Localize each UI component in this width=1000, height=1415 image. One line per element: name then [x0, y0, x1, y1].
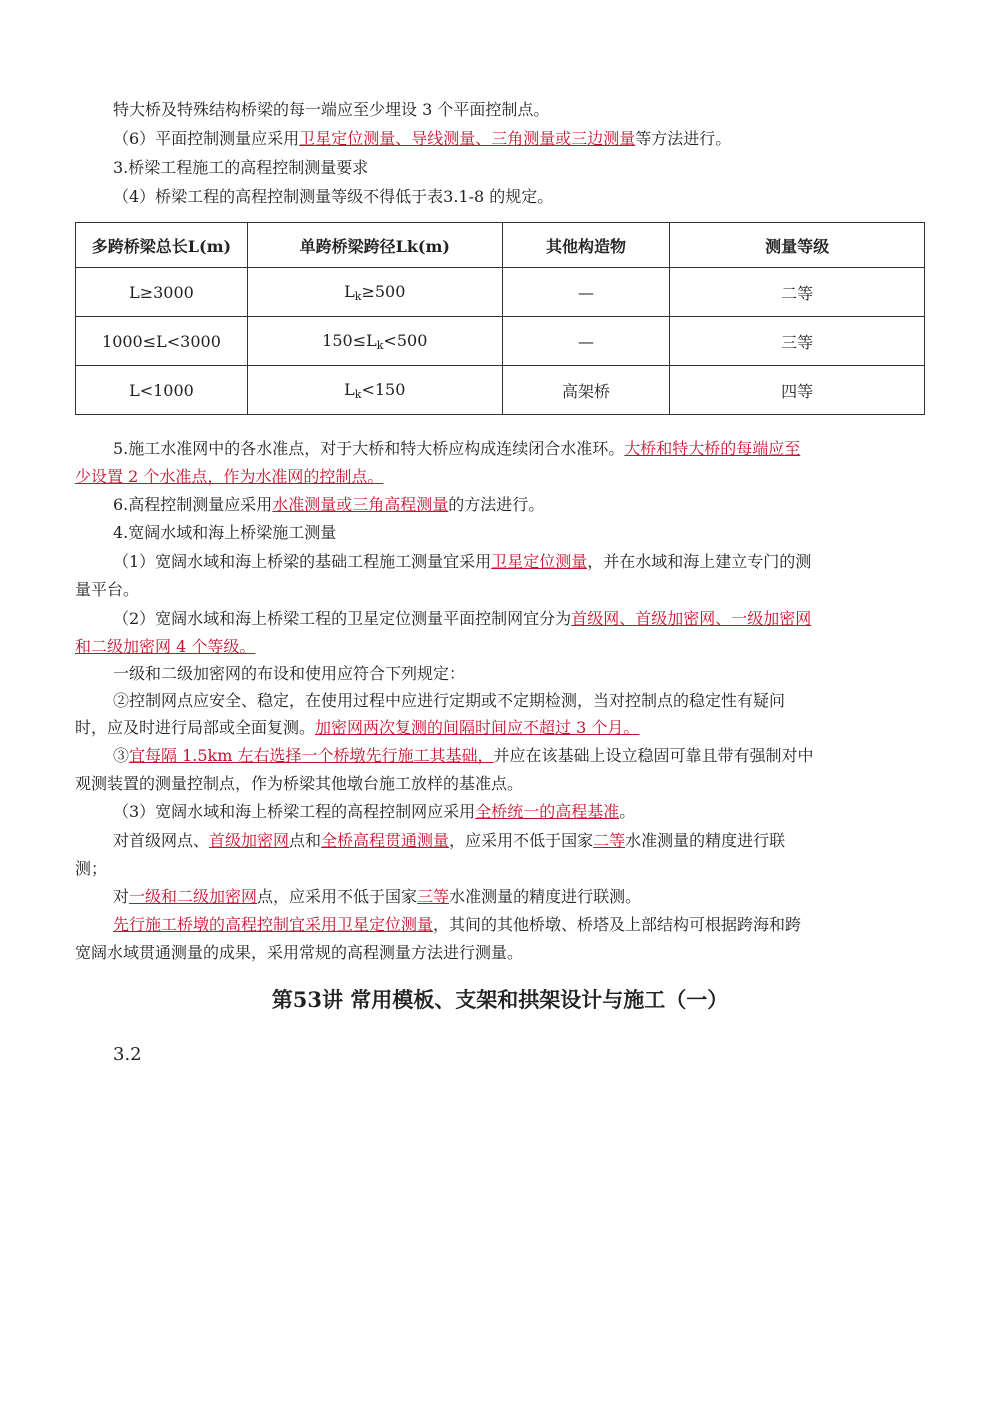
table-cell: 1000≤L<3000: [76, 317, 248, 366]
paragraph-cont: [75, 858, 107, 880]
text: 点，应采用不低于国家: [257, 887, 418, 906]
paragraph: [113, 914, 801, 936]
text: （1）宽阔水域和海上桥梁的基础工程施工测量宜采用: [113, 552, 492, 571]
paragraph: [113, 99, 549, 121]
highlight-text: 水准测量或三角高程测量: [272, 495, 449, 514]
text: ②控制网点应安全、稳定，在使用过程中应进行定期或不定期检测，当对控制点的稳定性有疑问: [113, 691, 786, 710]
table-cell: $150\le L_k<500$: [247, 317, 502, 366]
paragraph: [113, 608, 811, 630]
table-cell: 高架桥: [502, 366, 670, 415]
text: 时，应及时进行局部或全面复测。: [75, 718, 316, 737]
highlight-text: 首级网、首级加密网、一级加密网: [571, 609, 812, 628]
header-cell: 测量等级: [670, 223, 925, 268]
table-cell: 三等: [670, 317, 925, 366]
highlight-text: 卫星定位测量: [491, 552, 588, 571]
highlight-text: 先行施工桥墩的高程控制宜采用卫星定位测量: [113, 915, 434, 934]
subsection-title: [113, 522, 336, 544]
text: 对: [113, 887, 130, 906]
table-cell: $L_k\ge 500$: [247, 268, 502, 317]
table-row: [76, 268, 925, 317]
paragraph: [113, 801, 635, 823]
text: 的方法进行。: [448, 495, 545, 514]
text: ③: [113, 746, 130, 765]
paragraph: [113, 663, 465, 685]
text: ，应采用不低于国家: [449, 831, 594, 850]
table-cell: $L_k<150$: [247, 366, 502, 415]
highlight-text: 大桥和特大桥的每端应至: [624, 439, 801, 458]
paragraph: [113, 494, 544, 516]
text: 水准测量的精度进行联: [625, 831, 786, 850]
highlight-text: 宜每隔 1.5km 左右选择一个桥墩先行施工其基础，: [129, 746, 494, 765]
paragraph-cont: [75, 636, 255, 658]
text: 3.桥梁工程施工的高程控制测量要求: [113, 158, 369, 177]
paragraph: [113, 438, 800, 460]
table-cell: —: [502, 268, 670, 317]
highlight-text: 首级加密网: [209, 831, 290, 850]
highlight-text: 二等: [593, 831, 626, 850]
table-row: [76, 366, 925, 415]
survey-grade-table: [75, 222, 925, 415]
text: 。: [619, 802, 636, 821]
paragraph: [113, 745, 814, 767]
text: 5.施工水准网中的各水准点，对于大桥和特大桥应构成连续闭合水准环。: [113, 439, 625, 458]
table-cell: —: [502, 317, 670, 366]
subsection-title: [113, 157, 368, 179]
text: 对首级网点、: [113, 831, 210, 850]
header-cell: 单跨桥梁跨径Lk(m): [247, 223, 502, 268]
highlight-text: 和二级加密网 4 个等级。: [75, 637, 256, 656]
table-header-row: [76, 223, 925, 268]
text: 测；: [75, 859, 108, 878]
highlight-text: 全桥高程贯通测量: [321, 831, 450, 850]
text: 观测装置的测量控制点，作为桥梁其他墩台施工放样的基准点。: [75, 774, 524, 793]
table-cell: L≥3000: [76, 268, 248, 317]
text: 量平台。: [75, 580, 140, 599]
text: （2）宽阔水域和海上桥梁工程的卫星定位测量平面控制网宜分为: [113, 609, 572, 628]
text: 点和: [289, 831, 322, 850]
paragraph: [113, 128, 731, 150]
highlight-text: 少设置 2 个水准点，作为水准网的控制点。: [75, 467, 384, 486]
text: 等方法进行。: [635, 129, 732, 148]
text: （4）桥梁工程的高程控制测量等级不得低于表3.1-8 的规定。: [113, 187, 554, 206]
highlight-text: 三等: [417, 887, 450, 906]
paragraph: [113, 186, 553, 208]
paragraph-cont: [75, 942, 523, 964]
paragraph-cont: [75, 579, 139, 601]
text: ，并在水域和海上建立专门的测: [587, 552, 812, 571]
paragraph: [113, 830, 785, 852]
header-cell: 多跨桥梁总长L(m): [76, 223, 248, 268]
paragraph: [113, 690, 785, 712]
section-number: 3.2: [113, 1044, 142, 1065]
lecture-heading: 第53讲 常用模板、支架和拱架设计与施工（一）: [271, 987, 729, 1012]
text: 4.宽阔水域和海上桥梁施工测量: [113, 523, 337, 542]
paragraph: [113, 886, 641, 908]
highlight-text: 全桥统一的高程基准: [475, 802, 620, 821]
paragraph-cont: [75, 466, 383, 488]
table-cell: 四等: [670, 366, 925, 415]
text: （3）宽阔水域和海上桥梁工程的高程控制网应采用: [113, 802, 476, 821]
table-cell: L<1000: [76, 366, 248, 415]
highlight-text: 一级和二级加密网: [129, 887, 258, 906]
text: 特大桥及特殊结构桥梁的每一端应至少埋设 3 个平面控制点。: [113, 100, 550, 119]
text: 宽阔水域贯通测量的成果，采用常规的高程测量方法进行测量。: [75, 943, 524, 962]
text: 水准测量的精度进行联测。: [449, 887, 642, 906]
table-cell: 二等: [670, 268, 925, 317]
table-row: [76, 317, 925, 366]
text: （6）平面控制测量应采用: [113, 129, 300, 148]
paragraph-cont: [75, 717, 639, 739]
text: 一级和二级加密网的布设和使用应符合下列规定：: [113, 664, 466, 683]
highlight-text: 卫星定位测量、导线测量、三角测量或三边测量: [299, 129, 636, 148]
paragraph: [113, 551, 811, 573]
highlight-text: 加密网两次复测的间隔时间应不超过 3 个月。: [315, 718, 640, 737]
text: 并应在该基础上设立稳固可靠且带有强制对中: [493, 746, 814, 765]
text: ，其间的其他桥墩、桥塔及上部结构可根据跨海和跨: [433, 915, 802, 934]
text: 6.高程控制测量应采用: [113, 495, 273, 514]
header-cell: 其他构造物: [502, 223, 670, 268]
paragraph-cont: [75, 773, 523, 795]
